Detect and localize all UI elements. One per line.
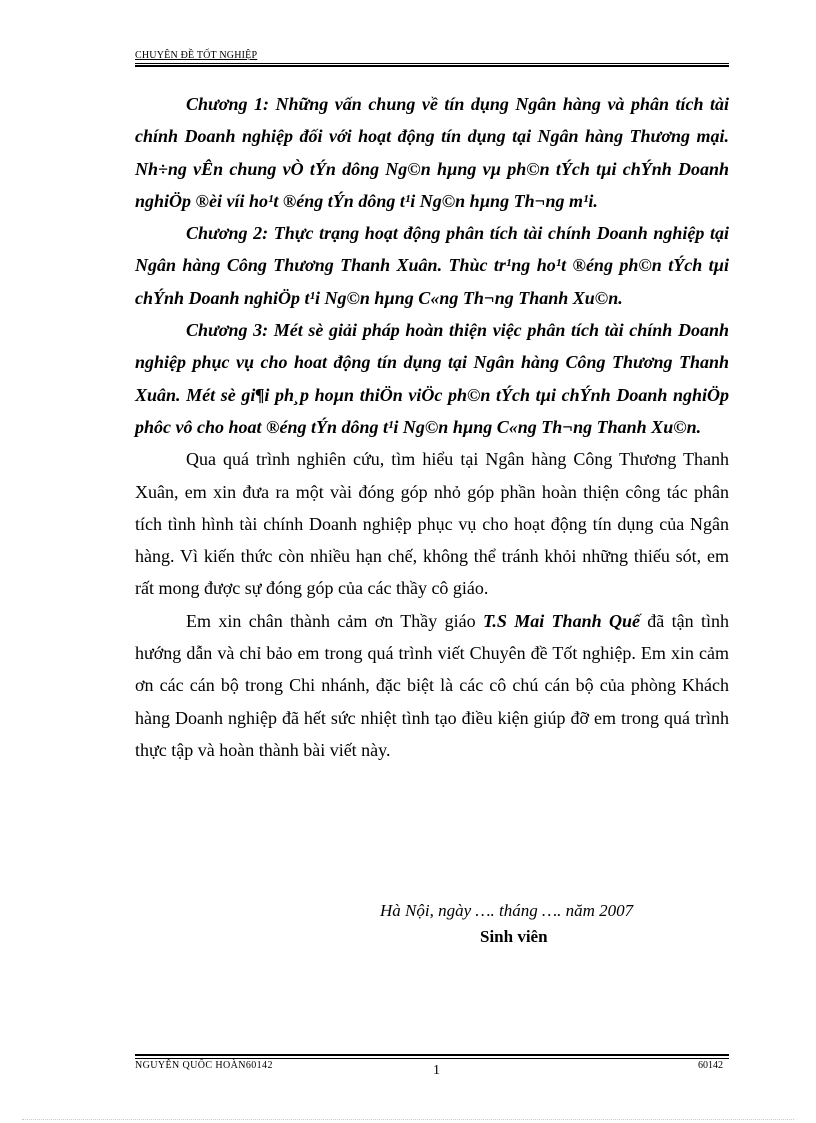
page-footer bbox=[135, 1054, 729, 1084]
signature-role: Sinh viên bbox=[480, 927, 548, 946]
document-body bbox=[135, 88, 729, 766]
thanks-paragraph bbox=[135, 605, 729, 766]
signature-date: Hà Nội, ngày …. tháng …. năm 2007 bbox=[380, 901, 634, 920]
footer-rule-thick bbox=[135, 1054, 729, 1056]
page-number: 1 bbox=[433, 1063, 440, 1078]
page-header bbox=[135, 50, 729, 66]
header-rule-thick bbox=[135, 65, 729, 67]
supervisor-name: T.S Mai Thanh Quế bbox=[482, 610, 640, 631]
header-rule-thin bbox=[135, 63, 729, 64]
research-paragraph: Qua quá trình nghiên cứu, tìm hiểu tại Ngân hàng Công Thương Thanh Xuân, em xin đưa ra một vài đóng góp nhỏ góp phần hoàn thiện công tác phân tích tình hình tài chính Doanh nghiệp phục vụ cho hoạt động tín dụng của Ngân hàng. Vì kiến thức còn nhiều hạn chế, không thể tránh khỏi những thiếu sót, em rất mong được sự đóng góp của các thầy cô giáo. bbox=[135, 449, 729, 599]
footer-code: 60142 bbox=[698, 1060, 723, 1071]
header-title: CHUYÊN ĐỀ TỐT NGHIỆP bbox=[135, 50, 258, 61]
footer-rule-thin bbox=[135, 1058, 729, 1059]
signature-block bbox=[380, 898, 710, 950]
chapter-3-paragraph: Chương 3: Mét sè giải pháp hoàn thiện việc phân tích tài chính Doanh nghiệp phục vụ cho hoat động tín dụng tại Ngân hàng Công Thương Thanh Xuân. Mét sè gi¶i ph¸p hoµn thiÖn viÖc ph©n tÝch tµi chÝnh Doanh nghiÖp phôc vô cho hoat ®éng tÝn dông t¹i Ng©n hµng C«ng Th¬ng Thanh Xu©n. bbox=[135, 320, 729, 437]
page-edge-divider bbox=[22, 1119, 794, 1120]
chapter-1-paragraph: Chương 1: Những vấn chung về tín dụng Ngân hàng và phân tích tài chính Doanh nghiệp đối với hoạt động tín dụng tại Ngân hàng Thương mại. Nh÷ng vÊn chung vÒ tÝn dông Ng©n hµng vµ ph©n tÝch tµi chÝnh Doanh nghiÖp ®èi víi ho¹t ®éng tÝn dông t¹i Ng©n hµng Th¬ng m¹i. bbox=[135, 94, 729, 211]
chapter-2-paragraph: Chương 2: Thực trạng hoạt động phân tích tài chính Doanh nghiệp tại Ngân hàng Công Thương Thanh Xuân. Thùc tr¹ng ho¹t ®éng ph©n tÝch tµi chÝnh Doanh nghiÖp t¹i Ng©n hµng C«ng Th¬ng Thanh Xu©n. bbox=[135, 223, 729, 308]
thanks-text-after: đã tận tình hướng dẫn và chỉ bảo em trong quá trình viết Chuyên đề Tốt nghiệp. Em xin cảm ơn các cán bộ trong Chi nhánh, đặc biệt là các cô chú cán bộ của phòng Khách hàng Doanh nghiệp đã hết sức nhiệt tình tạo điều kiện giúp đỡ em trong quá trình thực tập và hoàn thành bài viết này. bbox=[135, 610, 730, 760]
thanks-text-before: Em xin chân thành cảm ơn Thầy giáo bbox=[186, 610, 483, 631]
footer-author: NGUYỄN QUỐC HOÀN60142 bbox=[135, 1060, 273, 1071]
